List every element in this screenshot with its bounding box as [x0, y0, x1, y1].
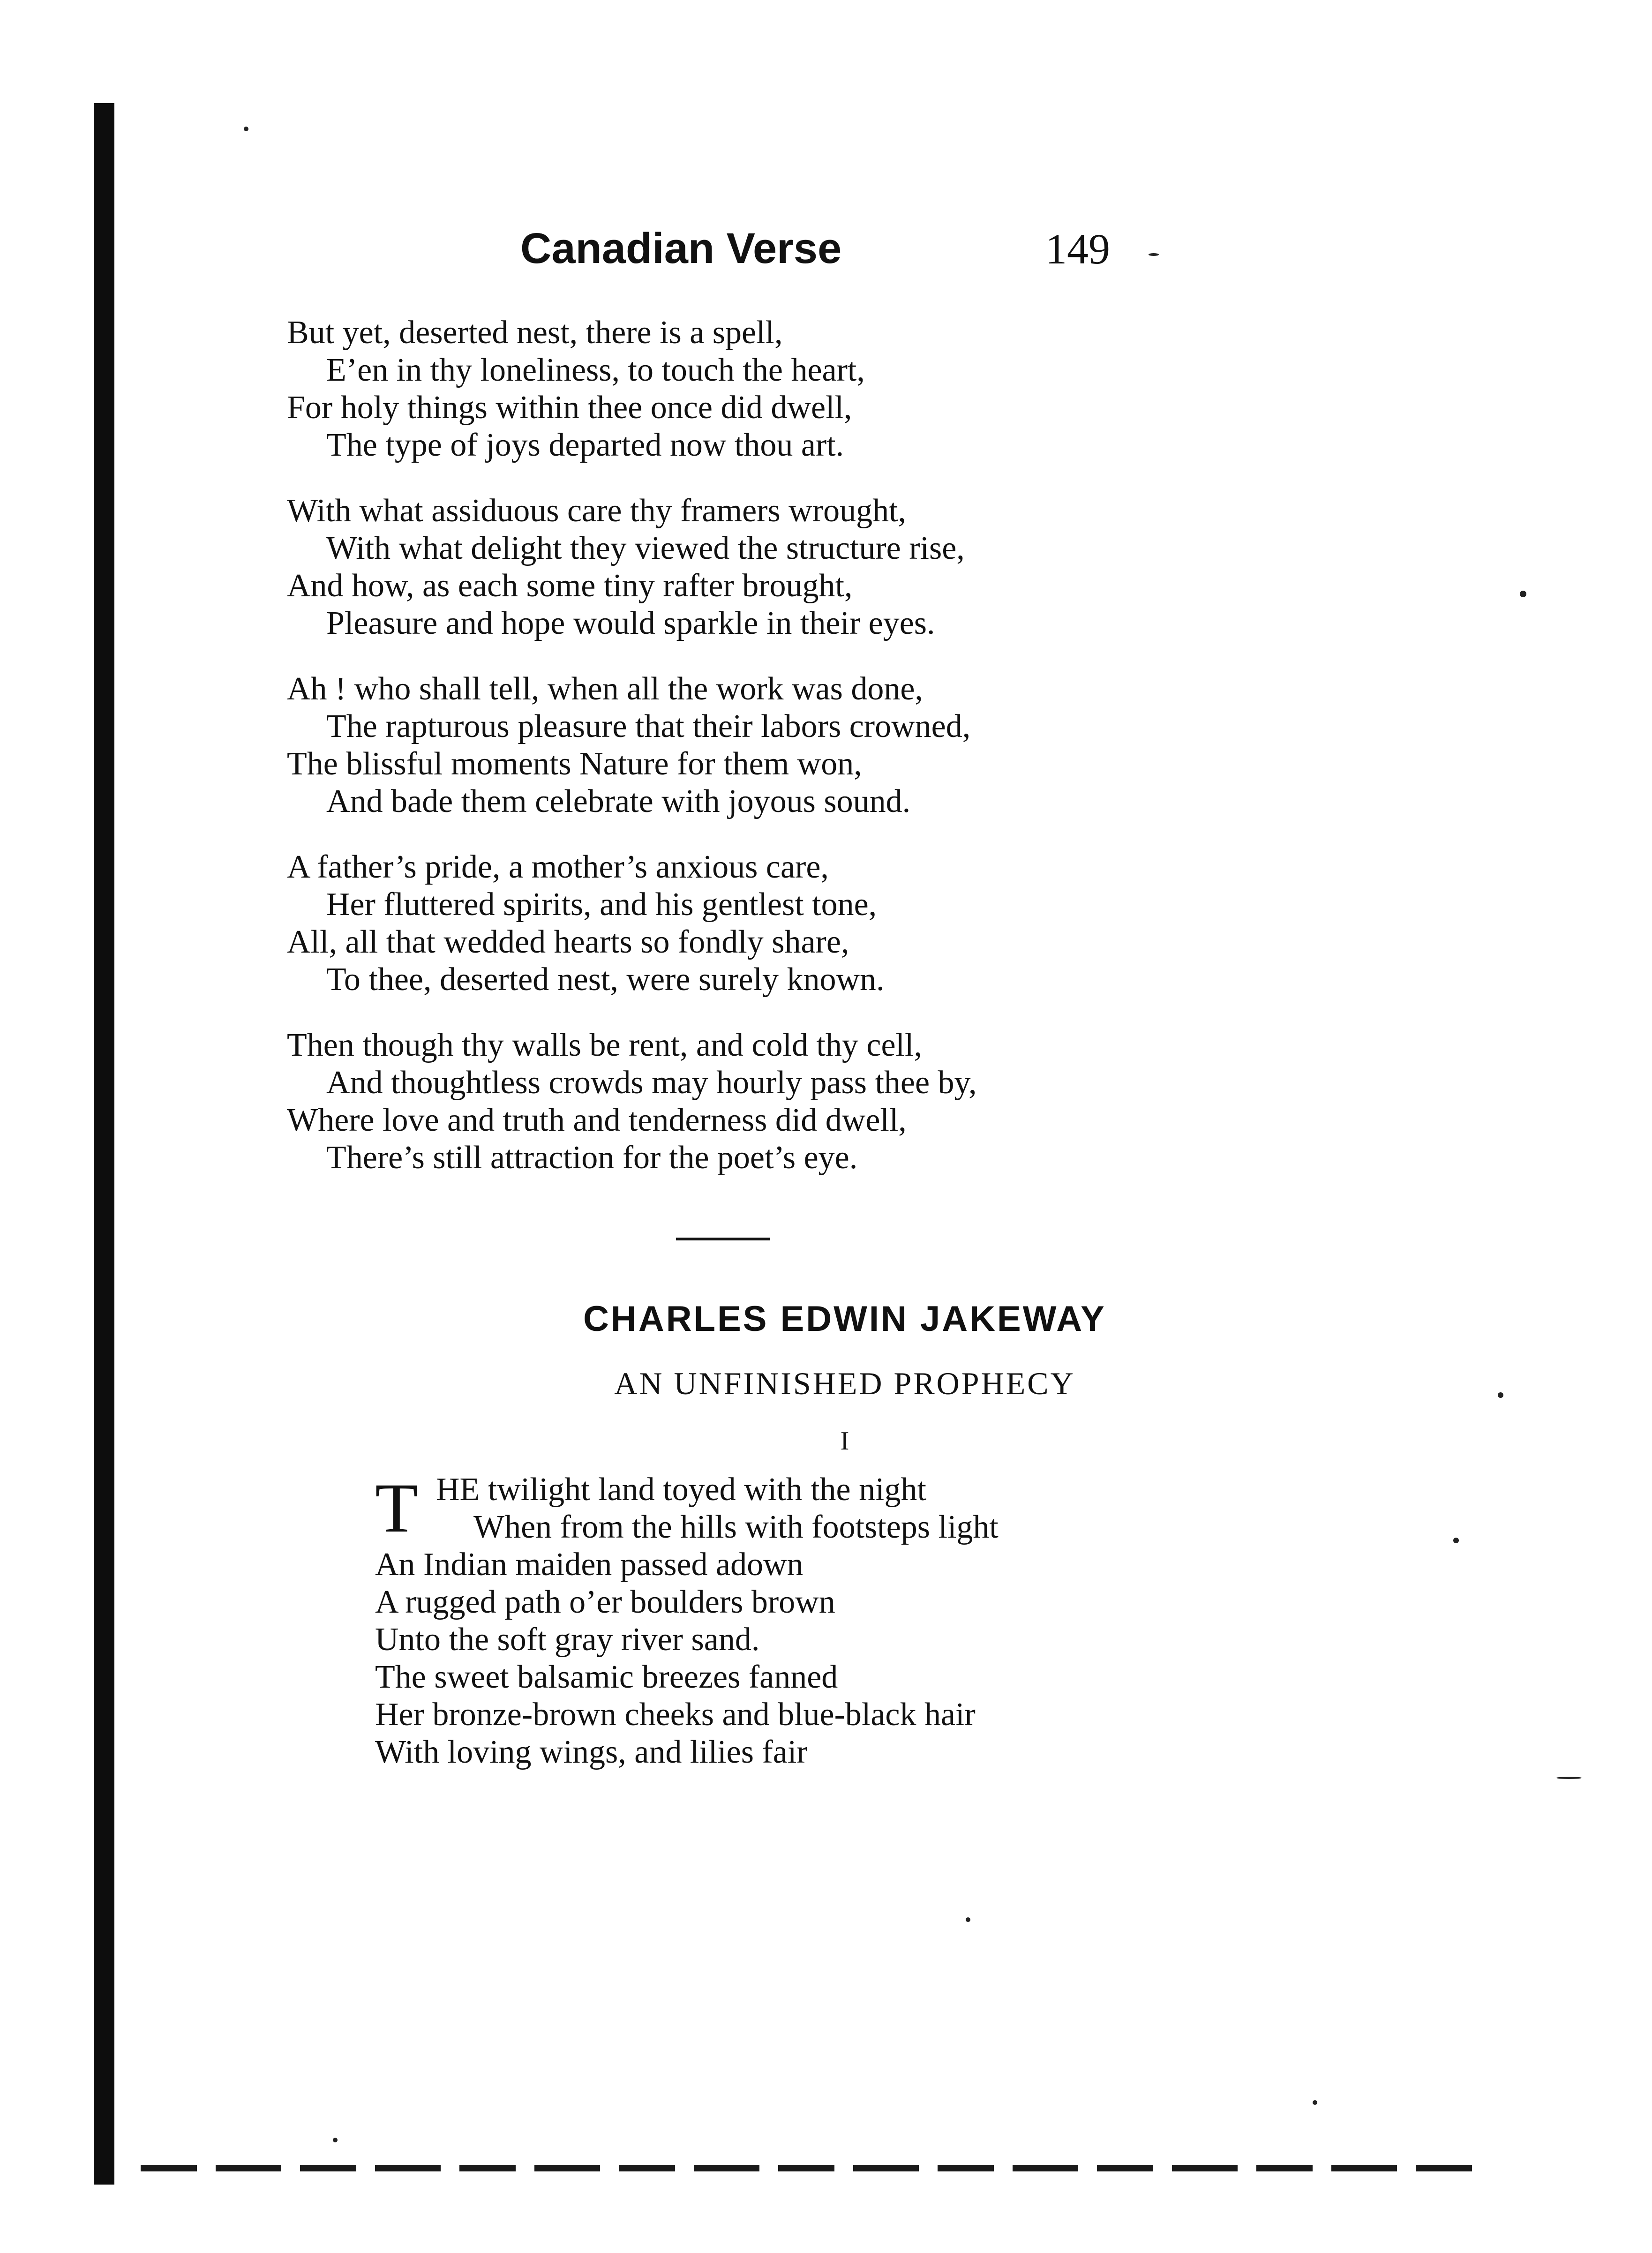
stanza: [287, 492, 977, 642]
verse-line: E’en in thy loneliness, to touch the heart,: [326, 352, 865, 388]
verse-line: Where love and truth and tenderness did dwell,: [287, 1102, 907, 1138]
scan-speck: [1453, 1538, 1459, 1543]
verse-line: A father’s pride, a mother’s anxious care,: [287, 849, 829, 885]
verse-line: A rugged path o’er boulders brown: [375, 1584, 835, 1620]
running-head-title: Canadian Verse: [520, 225, 842, 272]
verse-line: But yet, deserted nest, there is a spell,: [287, 315, 783, 351]
verse-line: Her bronze-brown cheeks and blue-black hair: [375, 1697, 976, 1733]
verse-line: Pleasure and hope would sparkle in their eyes.: [326, 605, 935, 641]
verse-line: HE twilight land toyed with the night: [436, 1472, 927, 1508]
scan-speck: [966, 1917, 970, 1922]
verse-line: Then though thy walls be rent, and cold thy cell,: [287, 1027, 922, 1063]
stanza: [287, 670, 977, 820]
verse-line: To thee, deserted nest, were surely known.: [326, 961, 885, 998]
poem-unfinished-prophecy: [375, 1471, 999, 1771]
section-divider-rule: [676, 1238, 770, 1240]
verse-line: Ah ! who shall tell, when all the work was done,: [287, 671, 923, 707]
scan-speck: [1520, 591, 1526, 597]
stanza: [287, 849, 977, 999]
page-bottom-edge: [141, 2165, 1481, 2171]
scan-speck: [1556, 1777, 1582, 1779]
drop-cap: T: [375, 1469, 418, 1547]
poem-title: AN UNFINISHED PROPHECY: [614, 1366, 1075, 1401]
scan-speck: [1149, 253, 1159, 256]
verse-line: There’s still attraction for the poet’s eye.: [326, 1140, 858, 1176]
verse-line: And how, as each some tiny rafter brought,: [287, 568, 853, 604]
verse-line: Her fluttered spirits, and his gentlest tone,: [326, 886, 877, 923]
author-heading: CHARLES EDWIN JAKEWAY: [583, 1299, 1106, 1339]
page-number: 149: [1045, 225, 1110, 273]
verse-line: And thoughtless crowds may hourly pass thee by,: [326, 1065, 977, 1101]
verse-line: The blissful moments Nature for them won,: [287, 746, 862, 782]
verse-line: With what assiduous care thy framers wrought,: [287, 493, 907, 529]
verse-line: And bade them celebrate with joyous sound.: [326, 783, 911, 819]
scan-speck: [244, 127, 248, 131]
verse-line: The sweet balsamic breezes fanned: [375, 1659, 838, 1695]
page-spine-shadow: [94, 103, 114, 2185]
verse-line: An Indian maiden passed adown: [375, 1547, 803, 1583]
verse-line: All, all that wedded hearts so fondly share,: [287, 924, 849, 960]
section-number: I: [840, 1427, 849, 1456]
poem-deserted-nest: [287, 314, 977, 1205]
verse-line: The type of joys departed now thou art.: [326, 427, 844, 463]
verse-line: With what delight they viewed the structure rise,: [326, 530, 965, 566]
verse-line: When from the hills with footsteps light: [473, 1509, 999, 1545]
verse-line: For holy things within thee once did dwell,: [287, 390, 852, 426]
verse-line: The rapturous pleasure that their labors crowned,: [326, 708, 971, 744]
stanza: [287, 314, 977, 464]
scan-speck: [1313, 2100, 1317, 2105]
scan-speck: [333, 2138, 338, 2142]
stanza: [287, 1027, 977, 1177]
verse-line: With loving wings, and lilies fair: [375, 1734, 808, 1770]
verse-line: Unto the soft gray river sand.: [375, 1622, 760, 1658]
